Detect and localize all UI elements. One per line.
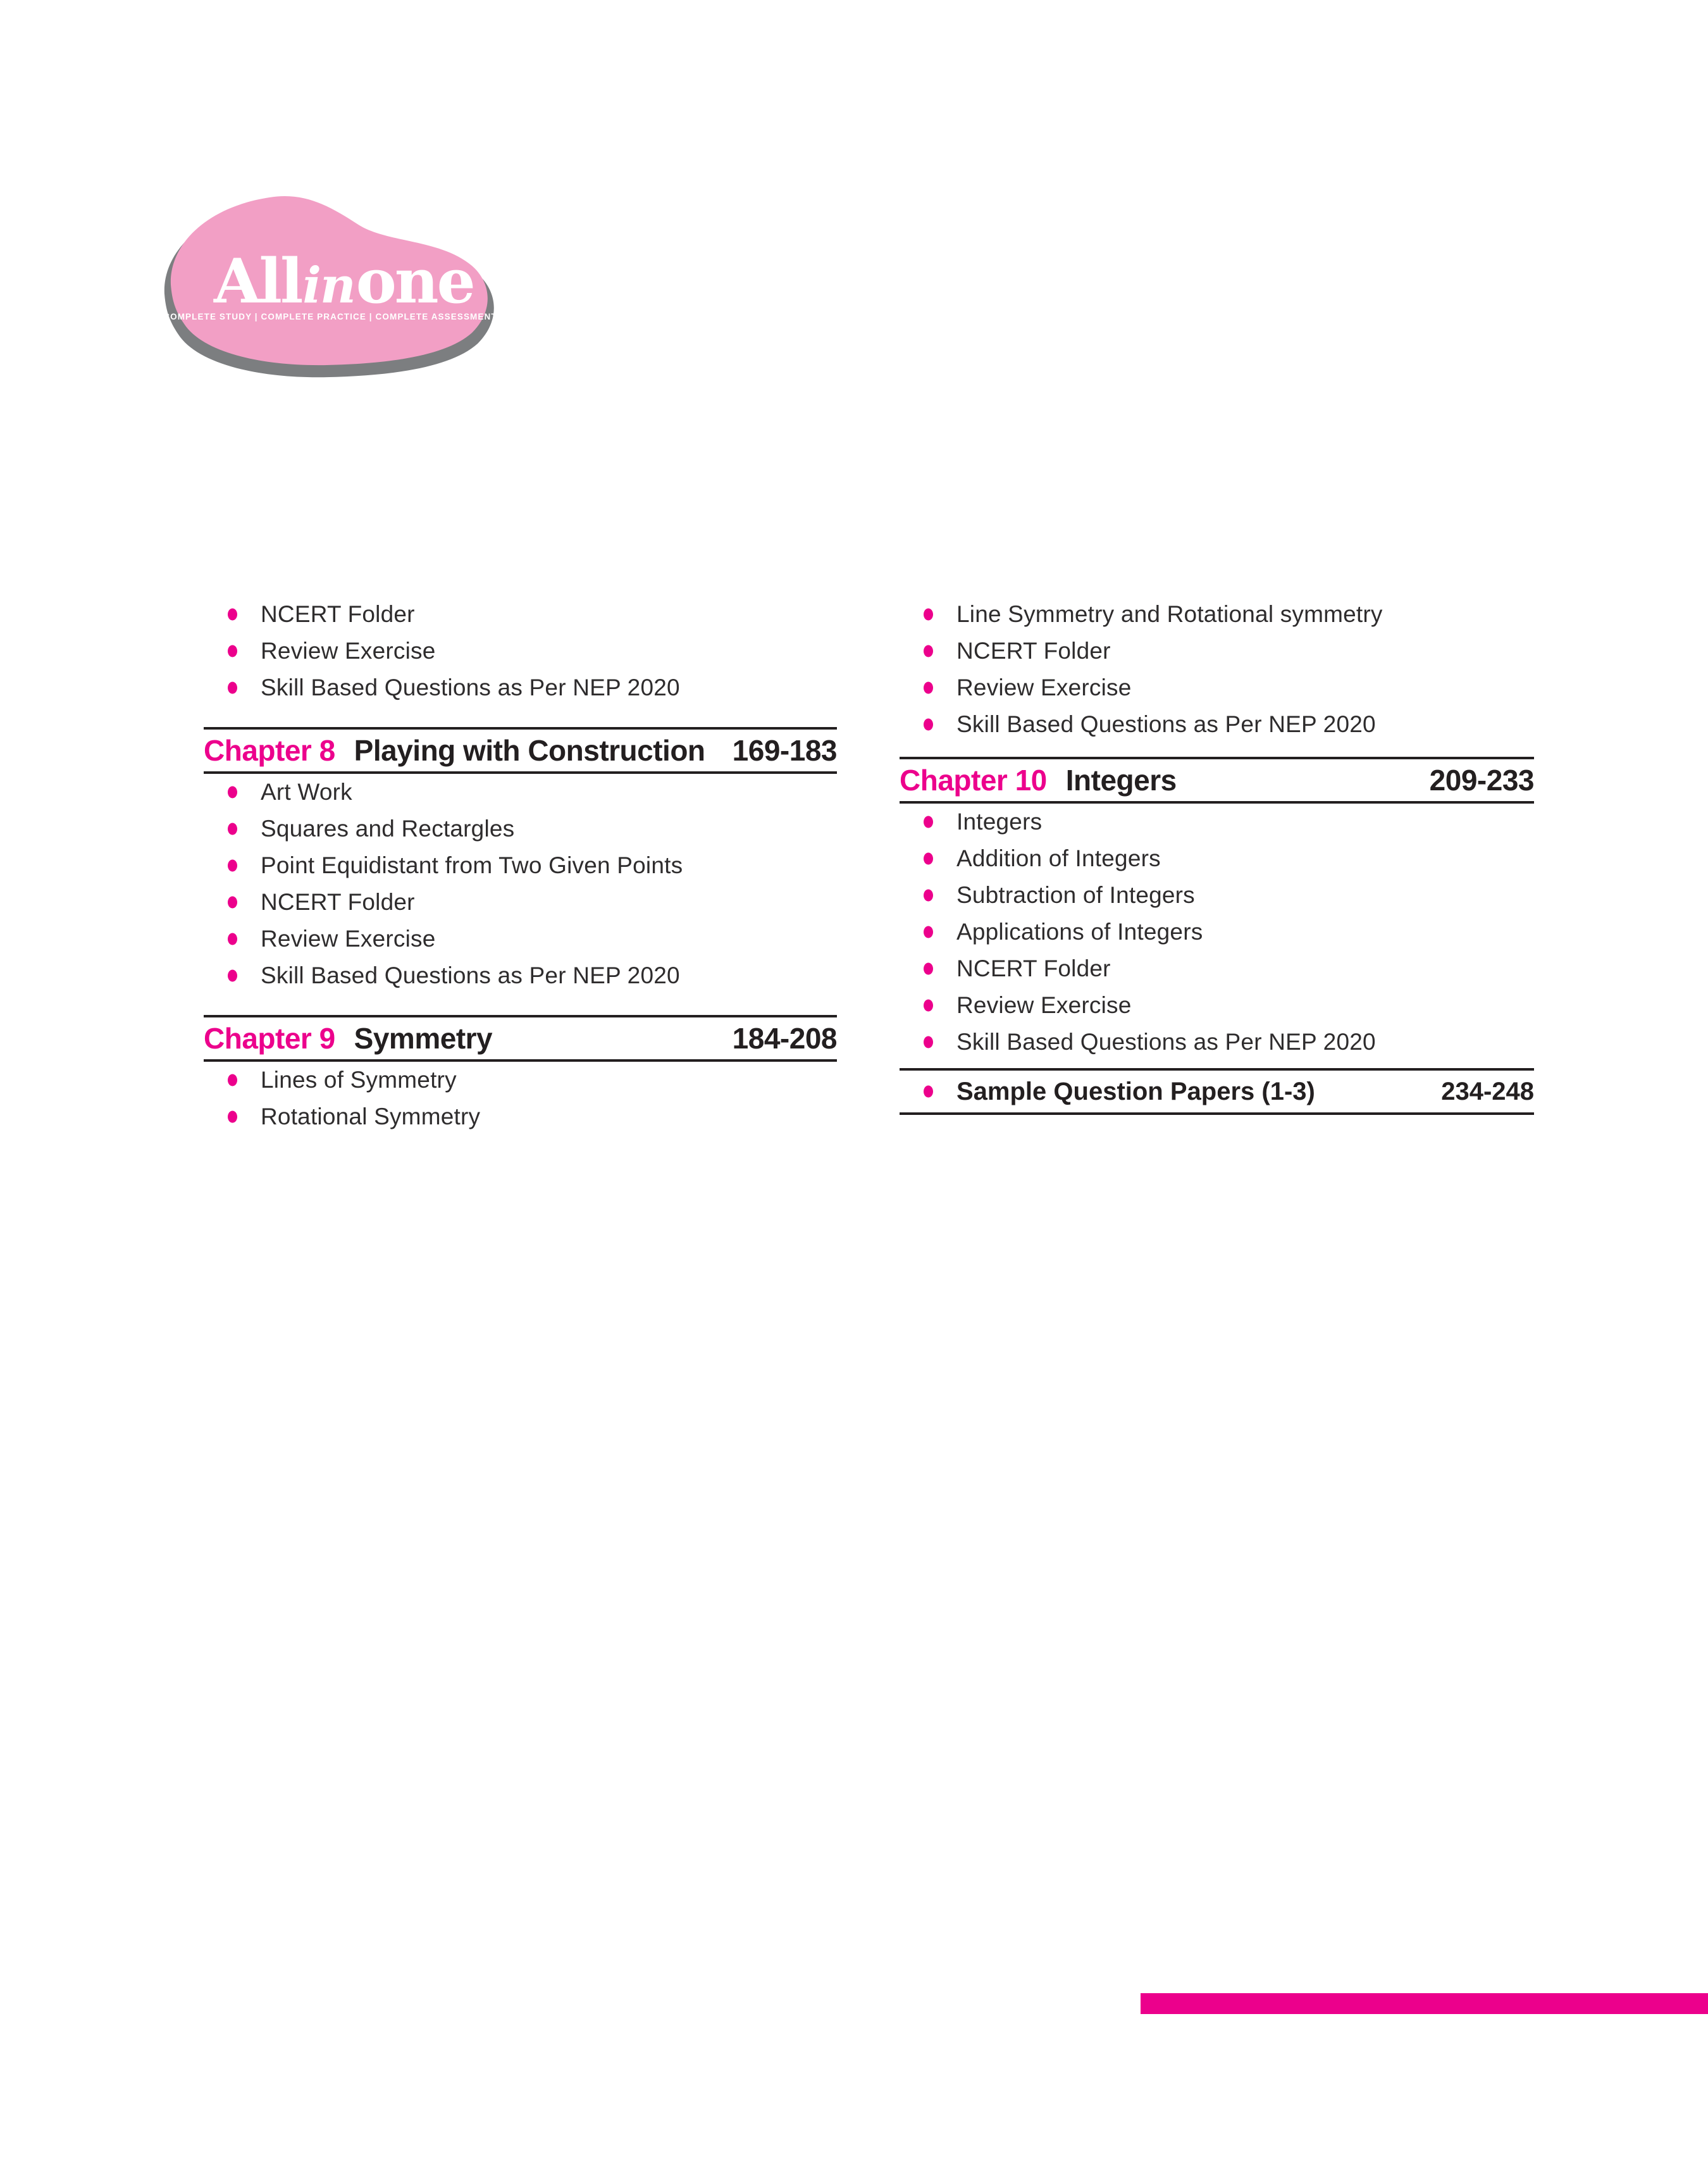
bullet-icon (228, 645, 237, 657)
toc-item-label: Point Equidistant from Two Given Points (261, 852, 683, 878)
toc-item-label: Skill Based Questions as Per NEP 2020 (956, 1029, 1376, 1055)
toc-item (900, 914, 1534, 950)
bullet-icon (228, 823, 237, 835)
sample-papers-title: Sample Question Papers (1-3) (956, 1077, 1315, 1105)
toc-item (204, 921, 837, 957)
toc-item (900, 987, 1534, 1024)
bullet-icon (924, 926, 933, 938)
toc-item-label: Applications of Integers (956, 919, 1203, 945)
logo-wordmark: Allinone ® (214, 246, 494, 317)
bottom-accent-bar (1141, 1993, 1708, 2014)
bullet-icon (228, 609, 237, 621)
logo-tagline: COMPLETE STUDY | COMPLETE PRACTICE | COMPLETE ASSESSMENT (163, 312, 497, 321)
toc-item (204, 811, 837, 847)
toc-item (204, 669, 837, 706)
chapter-9-topic-list-continued (900, 596, 1534, 743)
toc-item-label: NCERT Folder (956, 638, 1111, 664)
chapter-title: Symmetry (354, 1022, 493, 1055)
sample-papers-page-range: 234-248 (1441, 1077, 1534, 1105)
toc-item-label: Lines of Symmetry (261, 1067, 457, 1093)
toc-item-label: Addition of Integers (956, 845, 1161, 871)
toc-item (900, 633, 1534, 669)
toc-item-label: NCERT Folder (261, 601, 415, 627)
toc-item-label: Squares and Rectargles (261, 816, 515, 842)
toc-item-label: Review Exercise (956, 992, 1132, 1018)
toc-item-label: Line Symmetry and Rotational symmetry (956, 601, 1383, 627)
bullet-icon (228, 682, 237, 694)
allinone-logo (161, 187, 502, 380)
chapter-title: Playing with Construction (354, 734, 705, 767)
registered-mark: ® (477, 250, 494, 269)
bullet-icon (924, 1036, 933, 1048)
bullet-icon (228, 787, 237, 799)
bullet-icon (924, 645, 933, 657)
chapter-label: Chapter 9 (204, 1022, 335, 1055)
bullet-icon (924, 719, 933, 731)
chapter-title: Integers (1065, 764, 1177, 797)
chapter-label: Chapter 8 (204, 734, 335, 767)
chapter-page-range: 184-208 (732, 1022, 837, 1055)
toc-item (900, 840, 1534, 877)
intro-topic-list (204, 596, 837, 706)
toc-item (900, 1024, 1534, 1060)
toc-item (204, 774, 837, 811)
bullet-icon (924, 1000, 933, 1012)
bullet-icon (924, 853, 933, 865)
allinone-logo-graphic (161, 187, 502, 380)
bullet-icon (924, 963, 933, 975)
toc-item (900, 706, 1534, 743)
toc-item-label: Art Work (261, 779, 352, 805)
bullet-icon (228, 1074, 237, 1086)
toc-item (900, 950, 1534, 987)
toc-item (900, 669, 1534, 706)
toc-item (204, 1062, 837, 1098)
toc-item-label: Rotational Symmetry (261, 1104, 481, 1129)
toc-item-label: Skill Based Questions as Per NEP 2020 (261, 675, 680, 700)
chapter-9-topic-list (204, 1062, 837, 1135)
bullet-icon (924, 609, 933, 621)
chapter-9-heading (204, 1015, 837, 1062)
toc-item (204, 633, 837, 669)
chapter-8-heading (204, 727, 837, 774)
chapter-10-topic-list (900, 804, 1534, 1060)
toc-item (900, 804, 1534, 840)
toc-item (204, 957, 837, 994)
chapter-8-topic-list (204, 774, 837, 994)
toc-item-label: Review Exercise (261, 638, 436, 664)
bullet-icon (924, 1086, 933, 1098)
toc-item (204, 847, 837, 884)
toc-left-column (204, 596, 837, 1135)
toc-item-label: Review Exercise (956, 675, 1132, 700)
toc-item-label: Skill Based Questions as Per NEP 2020 (956, 711, 1376, 737)
bullet-icon (228, 897, 237, 909)
chapter-page-range: 209-233 (1429, 764, 1534, 797)
bullet-icon (228, 860, 237, 872)
toc-right-column (900, 596, 1534, 1115)
toc-item (900, 596, 1534, 633)
bullet-icon (924, 816, 933, 828)
toc-item (204, 884, 837, 921)
toc-item-label: Review Exercise (261, 926, 436, 952)
sample-question-papers-heading (900, 1068, 1534, 1115)
chapter-page-range: 169-183 (732, 734, 837, 767)
toc-item (204, 1098, 837, 1135)
toc-item (900, 877, 1534, 914)
toc-item-label: Subtraction of Integers (956, 882, 1195, 908)
bullet-icon (228, 970, 237, 982)
bullet-icon (228, 1111, 237, 1123)
toc-item-label: Skill Based Questions as Per NEP 2020 (261, 962, 680, 988)
bullet-icon (924, 682, 933, 694)
bullet-icon (228, 933, 237, 945)
toc-item-label: Integers (956, 809, 1043, 835)
chapter-label: Chapter 10 (900, 764, 1047, 797)
toc-item (204, 596, 837, 633)
toc-item-label: NCERT Folder (261, 889, 415, 915)
toc-item-label: NCERT Folder (956, 955, 1111, 981)
bullet-icon (924, 890, 933, 902)
chapter-10-heading (900, 757, 1534, 804)
